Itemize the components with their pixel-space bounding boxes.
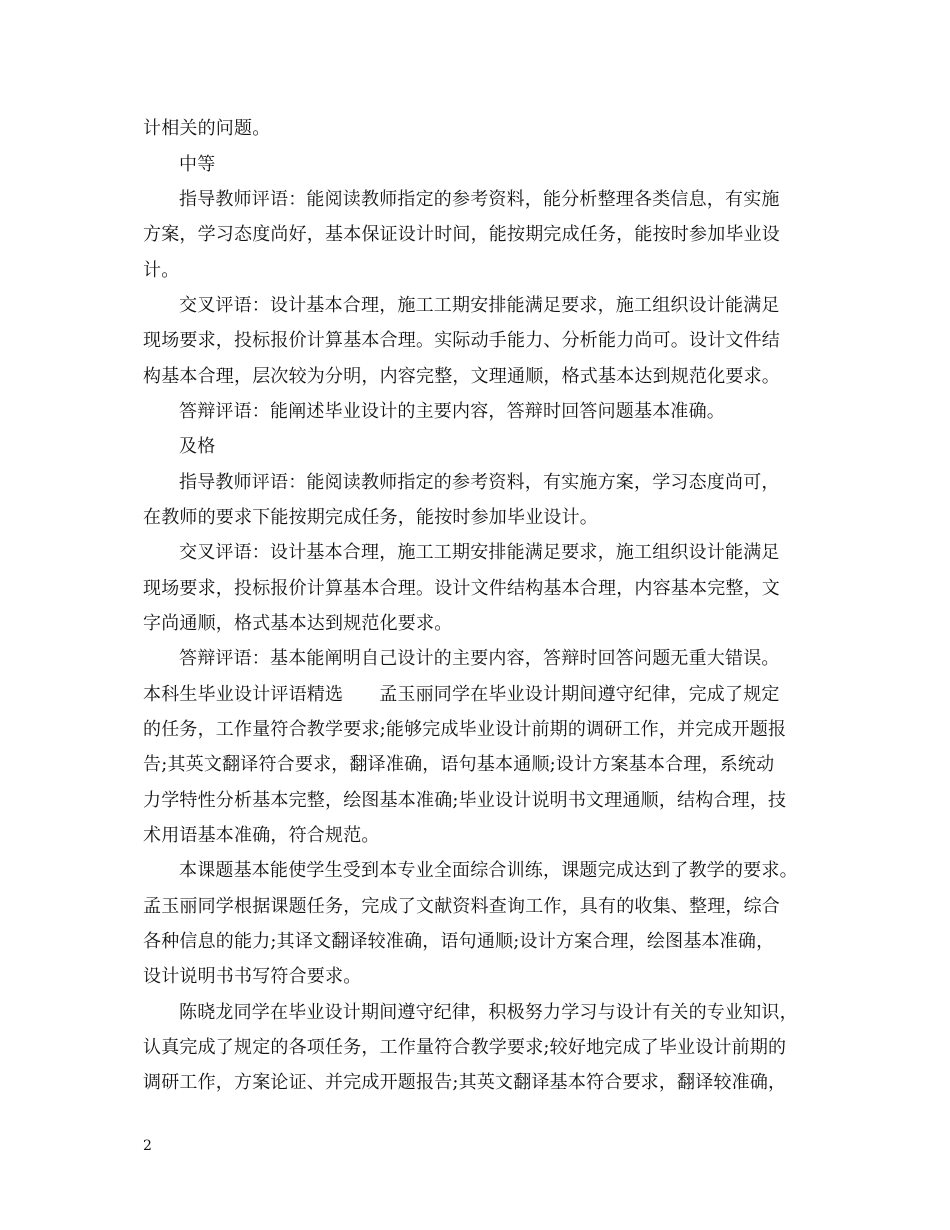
text-line: 现场要求，投标报价计算基本合理。设计文件结构基本合理，内容基本完整，文 xyxy=(143,578,780,599)
text-line xyxy=(143,684,780,706)
text-line: 指导教师评语：能阅读教师指定的参考资料，能分析整理各类信息，有实施 xyxy=(179,189,780,210)
text-run: 孟玉丽同学在毕业设计期间遵守纪律，完成了规定 xyxy=(379,684,780,705)
section-heading-pass: 及格 xyxy=(179,436,216,457)
text-line: 字尚通顺，格式基本达到规范化要求。 xyxy=(143,613,453,634)
text-line: 计相关的问题。 xyxy=(143,118,271,139)
section-title: 本科生毕业设计评语精选 xyxy=(143,684,344,705)
text-line: 设计说明书书写符合要求。 xyxy=(143,966,362,987)
text-line: 方案，学习态度尚好，基本保证设计时间，能按期完成任务，能按时参加毕业设 xyxy=(143,224,780,245)
text-line: 调研工作，方案论证、并完成开题报告;其英文翻译基本符合要求，翻译较准确， xyxy=(143,1072,787,1093)
text-line: 计。 xyxy=(143,260,180,281)
text-line: 答辩评语：基本能阐明自己设计的主要内容，答辩时回答问题无重大错误。 xyxy=(179,648,780,669)
text-line: 认真完成了规定的各项任务，工作量符合教学要求;较好地完成了毕业设计前期的 xyxy=(143,1037,787,1058)
text-line: 交叉评语：设计基本合理，施工工期安排能满足要求，施工组织设计能满足 xyxy=(179,542,780,563)
text-line: 交叉评语：设计基本合理，施工工期安排能满足要求，施工组织设计能满足 xyxy=(179,295,780,316)
text-line: 各种信息的能力;其译文翻译较准确，语句通顺;设计方案合理，绘图基本准确， xyxy=(143,931,775,952)
text-line: 指导教师评语：能阅读教师指定的参考资料，有实施方案，学习态度尚可， xyxy=(179,472,780,493)
section-heading-medium: 中等 xyxy=(179,154,216,175)
text-line: 构基本合理，层次较为分明，内容完整，文理通顺，格式基本达到规范化要求。 xyxy=(143,366,780,387)
text-line: 现场要求，投标报价计算基本合理。实际动手能力、分析能力尚可。设计文件结 xyxy=(143,330,780,351)
text-line: 术用语基本准确，符合规范。 xyxy=(143,825,380,846)
text-line: 本课题基本能使学生受到本专业全面综合训练，课题完成达到了教学的要求。 xyxy=(179,860,798,881)
text-line: 在教师的要求下能按期完成任务，能按时参加毕业设计。 xyxy=(143,507,598,528)
text-line: 孟玉丽同学根据课题任务，完成了文献资料查询工作，具有的收集、整理，综合 xyxy=(143,896,780,917)
text-line: 答辩评语：能阐述毕业设计的主要内容，答辩时回答问题基本准确。 xyxy=(179,401,725,422)
text-line: 的任务，工作量符合教学要求;能够完成毕业设计前期的调研工作，并完成开题报 xyxy=(143,719,787,740)
text-line: 告;其英文翻译符合要求，翻译准确，语句基本通顺;设计方案基本合理，系统动 xyxy=(143,754,775,775)
page-number: 2 xyxy=(143,1138,152,1154)
text-line: 陈晓龙同学在毕业设计期间遵守纪律，积极努力学习与设计有关的专业知识， xyxy=(179,1002,798,1023)
text-line: 力学特性分析基本完整，绘图基本准确;毕业设计说明书文理通顺，结构合理，技 xyxy=(143,790,787,811)
